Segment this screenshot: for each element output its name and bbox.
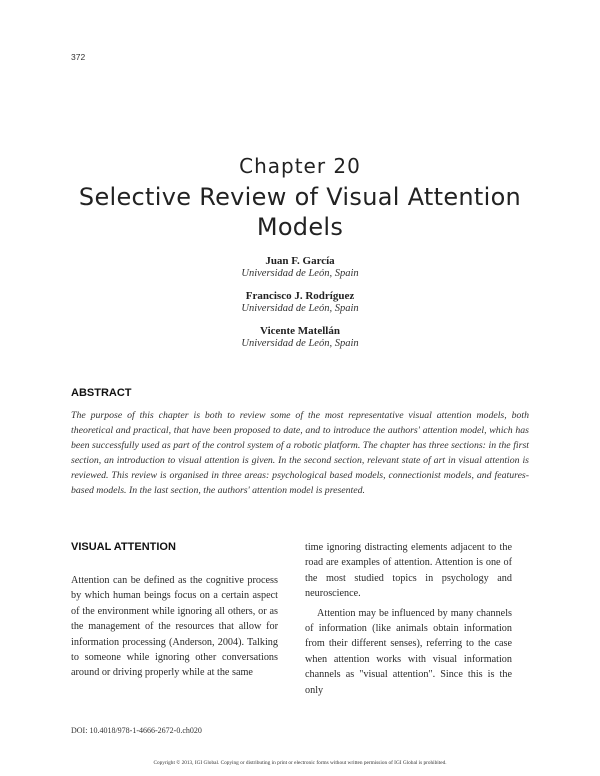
page-number: 372 <box>71 52 86 62</box>
abstract-text: The purpose of this chapter is both to review some of the most representative visual attention models, both theoretical and practical, that have been proposed to date, and to introduce the authors' attention model, which has been successfully used as part of the control system of a robotic platform. The chapter has three sections: in the first section, an introduction to visual attention is given. In the second section, relevant state of art in visual attention is reviewed. This review is organised in three areas: psychological based models, connectionist models, and features-based models. In the last section, the authors' attention model is presented. <box>71 410 529 496</box>
body-paragraph: Attention may be influenced by many channels of information (like animals obtain information from their different senses), referring to the case when attention works with visual information channels as "visual attention". Since this is the only <box>305 607 512 696</box>
author-name: Juan F. García <box>265 255 335 267</box>
copyright-notice: Copyright © 2013, IGI Global. Copying or distributing in print or electronic forms without written permission of IGI Global is prohibited. <box>153 760 447 766</box>
author-name: Vicente Matellán <box>260 325 340 337</box>
right-column <box>305 540 512 698</box>
author-block <box>0 325 600 351</box>
author-affiliation: Universidad de León, Spain <box>241 338 359 349</box>
author-affiliation: Universidad de León, Spain <box>241 303 359 314</box>
author-affiliation: Universidad de León, Spain <box>241 268 359 279</box>
abstract-heading: ABSTRACT <box>71 387 132 399</box>
chapter-title: Selective Review of Visual Attention Models <box>78 183 522 241</box>
author-block <box>0 290 600 316</box>
author-name: Francisco J. Rodríguez <box>245 290 355 302</box>
section-heading: VISUAL ATTENTION <box>71 541 176 553</box>
body-paragraph: time ignoring distracting elements adjacent to the road are examples of attention. Attention is one of the most studied topics in psychology and neuroscience. <box>305 542 512 600</box>
author-block <box>0 255 600 281</box>
body-paragraph: Attention can be defined as the cognitive process by which human beings focus on a certain aspect of the environment while ignoring all others, or as the management of the resources that allow for information processing (Anderson, 2004). Talking to someone while ignoring other conversations around or driving properly while at the same <box>71 575 278 679</box>
doi-text: DOI: 10.4018/978-1-4666-2672-0.ch020 <box>71 726 202 735</box>
left-column <box>71 573 278 681</box>
chapter-number: Chapter 20 <box>239 154 361 178</box>
